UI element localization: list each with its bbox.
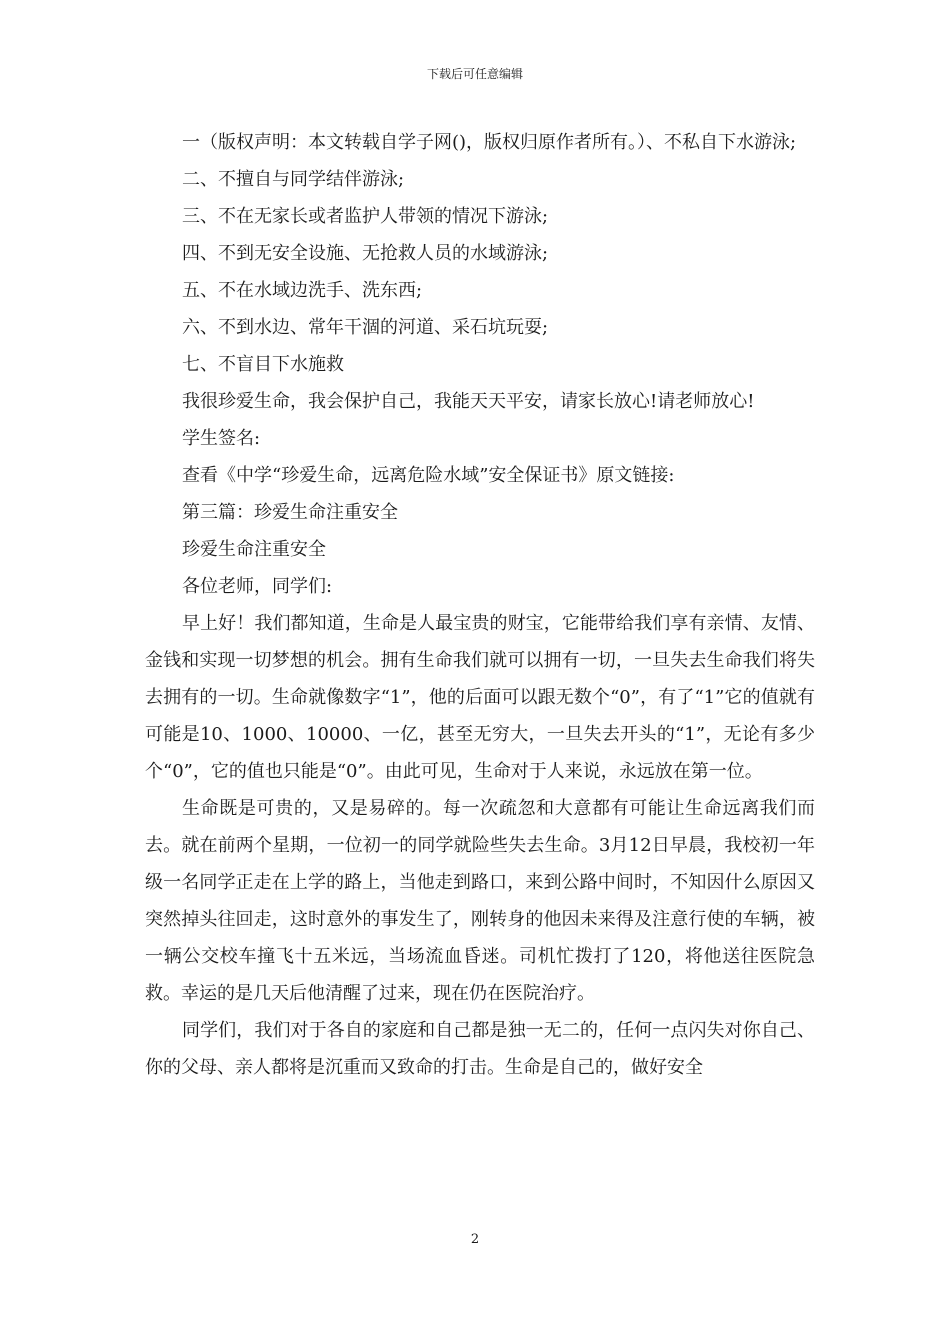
paragraph: 一（版权声明：本文转载自学子网()，版权归原作者所有。）、不私自下水游泳; — [182, 132, 797, 153]
article-title: 珍爱生命注重安全 — [182, 539, 326, 560]
paragraph: 生命既是可贵的，又是易碎的。每一次疏忽和大意都有可能让生命远离我们而去。就在前两个星期，一位初一的同学就险些失去生命。3月12日早晨，我校初一年级一名同学正走在上学的路上，当他走到路口，来到公路中间时，不知因什么原因又突然掉头往回走，这时意外的事发生了，刚转身的他因未来得及注意行使的车辆，被一辆公交校车撞飞十五米远，当场流血昏迷。司机忙拨打了120，将他送往医院急救。幸运的是几天后他清醒了过来，现在仍在医院治疗。 — [145, 798, 815, 1004]
source-link-line: 查看《中学“珍爱生命，远离危险水域”安全保证书》原文链接: — [182, 465, 675, 486]
section-heading: 第三篇：珍爱生命注重安全 — [182, 502, 398, 523]
paragraph: 七、不盲目下水施救 — [182, 354, 344, 375]
paragraph: 早上好！我们都知道，生命是人最宝贵的财宝，它能带给我们享有亲情、友情、金钱和实现一切梦想的机会。拥有生命我们就可以拥有一切，一旦失去生命我们将失去拥有的一切。生命就像数字“1”，他的后面可以跟无数个“0”，有了“1”它的值就有可能是10、1000、10000、一亿，甚至无穷大，一旦失去开头的“1”，无论有多少个“0”，它的值也只能是“0”。由此可见，生命对于人来说，永远放在第一位。 — [145, 613, 815, 782]
signature-line: 学生签名: — [182, 428, 261, 449]
paragraph: 同学们，我们对于各自的家庭和自己都是独一无二的，任何一点闪失对你自己、你的父母、亲人都将是沉重而又致命的打击。生命是自己的，做好安全 — [145, 1020, 815, 1078]
paragraph: 二、不擅自与同学结伴游泳; — [182, 169, 405, 190]
paragraph: 四、不到无安全设施、无抢救人员的水域游泳; — [182, 243, 549, 264]
paragraph: 三、不在无家长或者监护人带领的情况下游泳; — [182, 206, 549, 227]
paragraph: 我很珍爱生命，我会保护自己，我能天天平安，请家长放心!请老师放心! — [182, 391, 755, 412]
paragraph: 六、不到水边、常年干涸的河道、采石坑玩耍; — [182, 317, 549, 338]
salutation: 各位老师，同学们: — [182, 576, 333, 597]
page-header: 下载后可任意编辑 — [426, 67, 523, 81]
paragraph: 五、不在水域边洗手、洗东西; — [182, 280, 423, 301]
document-body — [145, 124, 815, 1086]
page-number: 2 — [470, 1232, 480, 1247]
